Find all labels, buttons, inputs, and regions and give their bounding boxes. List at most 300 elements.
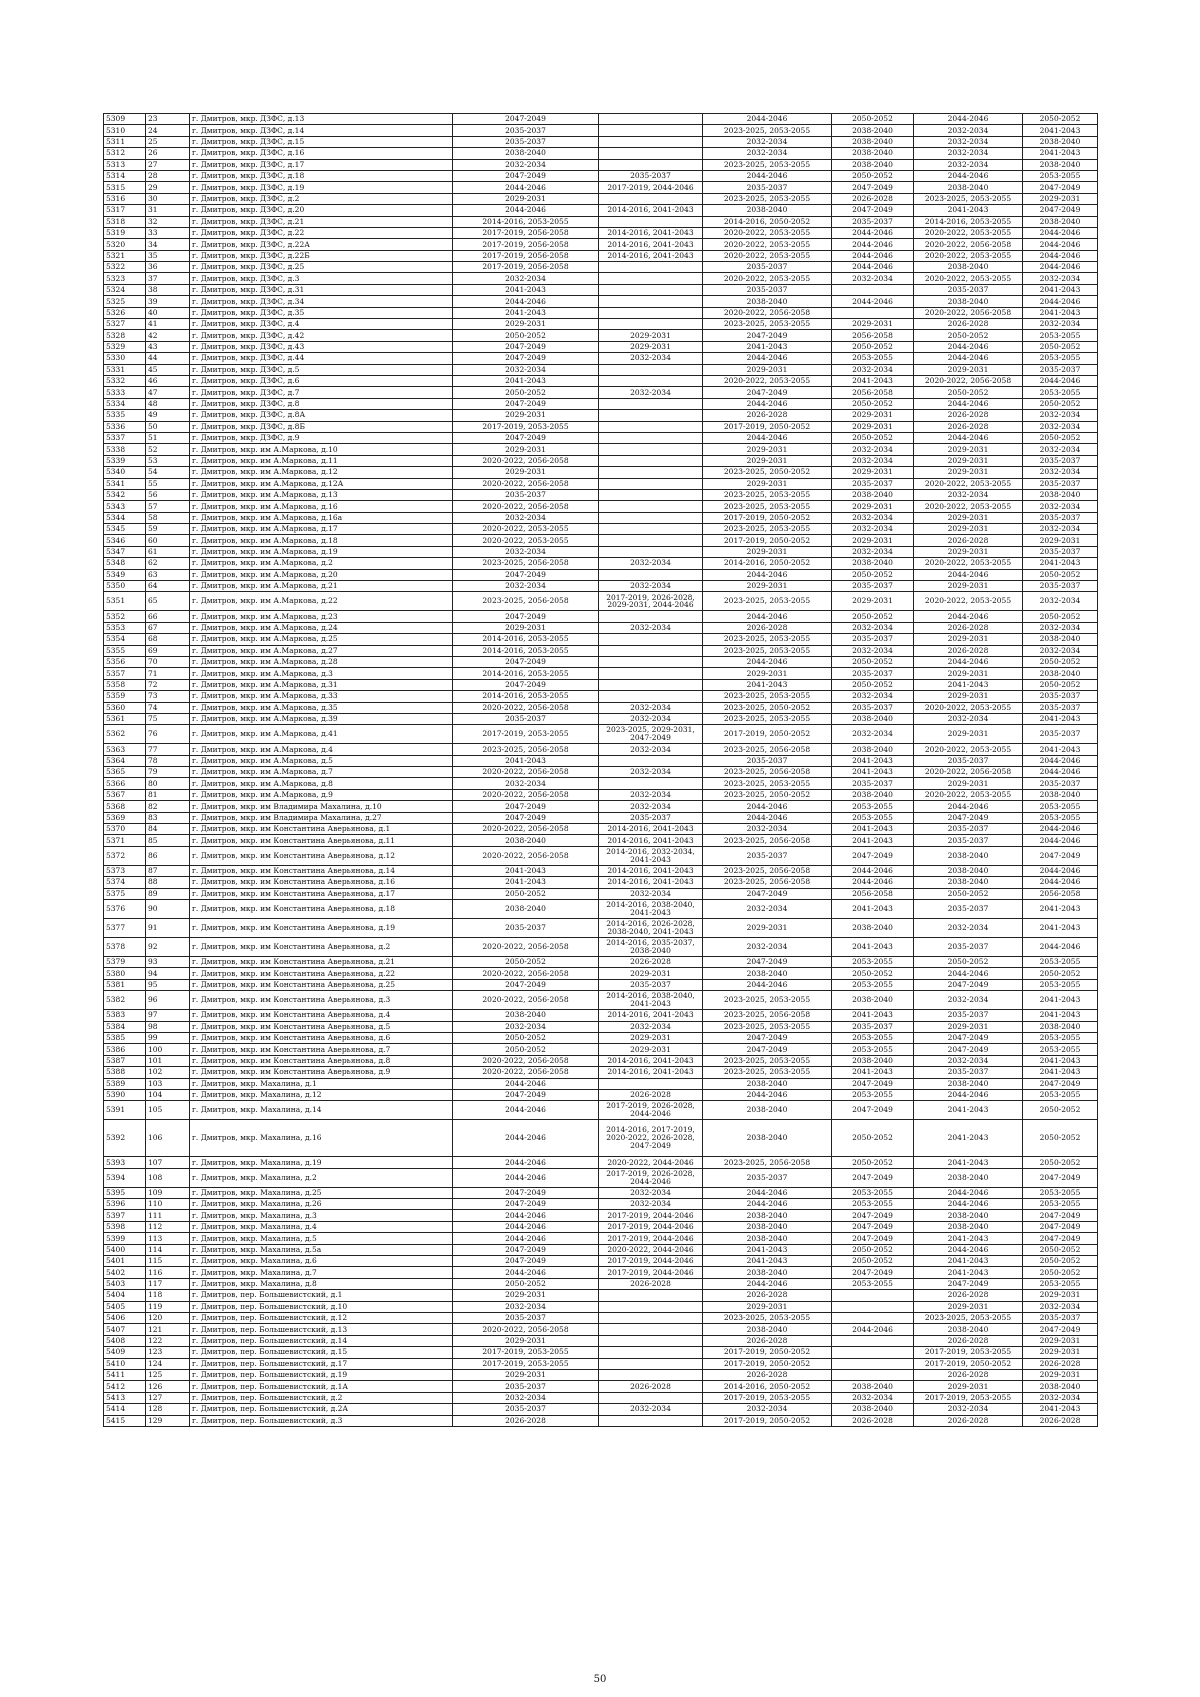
period-cell-1: 2032-2034 [453,1392,599,1403]
item-number-cell: 33 [146,227,190,238]
table-row [104,1267,1098,1278]
period-cell-1: 2017-2019, 2053-2055 [453,1347,599,1358]
item-number-cell: 91 [146,919,190,938]
period-cell-3: 2032-2034 [703,1404,832,1415]
period-cell-4: 2041-2043 [832,375,914,386]
item-number-cell: 125 [146,1369,190,1380]
table-row [104,1120,1098,1157]
period-cell-2 [599,307,703,318]
period-cell-5: 2044-2046 [914,353,1023,364]
period-cell-1: 2020-2022, 2056-2058 [453,968,599,979]
period-cell-5: 2038-2040 [914,296,1023,307]
period-cell-2: 2032-2034 [599,1021,703,1032]
period-cell-1: 2035-2037 [453,1381,599,1392]
period-cell-4: 2053-2055 [832,979,914,990]
period-cell-1: 2050-2052 [453,387,599,398]
address-cell: г. Дмитров, мкр. им А.Маркова, д.20 [190,569,453,580]
period-cell-5: 2020-2022, 2053-2055 [914,702,1023,713]
row-number-cell: 5395 [104,1187,146,1198]
period-cell-4 [832,1347,914,1358]
table-row [104,353,1098,364]
item-number-cell: 124 [146,1358,190,1369]
item-number-cell: 58 [146,512,190,523]
period-cell-3: 2035-2037 [703,284,832,295]
row-number-cell: 5330 [104,353,146,364]
period-cell-2: 2029-2031 [599,1044,703,1055]
address-cell: г. Дмитров, пер. Большевистский, д.15 [190,1347,453,1358]
period-cell-3: 2044-2046 [703,569,832,580]
row-number-cell: 5353 [104,622,146,633]
item-number-cell: 26 [146,148,190,159]
period-cell-5: 2044-2046 [914,1199,1023,1210]
table-row [104,284,1098,295]
table-row [104,364,1098,375]
row-number-cell: 5329 [104,341,146,352]
item-number-cell: 86 [146,846,190,865]
period-cell-2 [599,478,703,489]
period-cell-4: 2047-2049 [832,1168,914,1187]
table-row [104,1358,1098,1369]
item-number-cell: 28 [146,170,190,181]
row-number-cell: 5379 [104,957,146,968]
row-number-cell: 5371 [104,835,146,846]
table-row [104,148,1098,159]
period-cell-1: 2032-2034 [453,512,599,523]
period-cell-6: 2053-2055 [1023,330,1098,341]
period-cell-4: 2050-2052 [832,1256,914,1267]
period-cell-3: 2029-2031 [703,455,832,466]
address-cell: г. Дмитров, мкр. Махалина, д.5а [190,1244,453,1255]
period-cell-2 [599,432,703,443]
period-cell-1: 2014-2016, 2053-2055 [453,216,599,227]
period-cell-3: 2032-2034 [703,938,832,957]
period-cell-5: 2029-2031 [914,1301,1023,1312]
period-cell-5: 2032-2034 [914,713,1023,724]
period-cell-2: 2014-2016, 2017-2019, 2020-2022, 2026-2028, 2047-2049 [599,1120,703,1157]
period-cell-3: 2035-2037 [703,755,832,766]
item-number-cell: 36 [146,262,190,273]
period-cell-5: 2035-2037 [914,900,1023,919]
row-number-cell: 5321 [104,250,146,261]
period-cell-4: 2050-2052 [832,398,914,409]
table-row [104,888,1098,899]
period-cell-3: 2023-2025, 2056-2058 [703,744,832,755]
period-cell-3: 2038-2040 [703,1324,832,1335]
period-cell-4: 2026-2028 [832,1415,914,1426]
period-cell-2 [599,512,703,523]
period-cell-1: 2044-2046 [453,1101,599,1120]
period-cell-6: 2047-2049 [1023,1168,1098,1187]
period-cell-6: 2038-2040 [1023,634,1098,645]
period-cell-4: 2047-2049 [832,1233,914,1244]
period-cell-1: 2017-2019, 2056-2058 [453,250,599,261]
table-row [104,421,1098,432]
period-cell-6: 2029-2031 [1023,1347,1098,1358]
item-number-cell: 23 [146,114,190,125]
period-cell-4: 2038-2040 [832,744,914,755]
item-number-cell: 30 [146,193,190,204]
item-number-cell: 60 [146,535,190,546]
address-cell: г. Дмитров, мкр. ДЗФС, д.31 [190,284,453,295]
address-cell: г. Дмитров, мкр. им А.Маркова, д.13 [190,489,453,500]
period-cell-3: 2020-2022, 2053-2055 [703,227,832,238]
period-cell-5: 2041-2043 [914,1120,1023,1157]
period-cell-5: 2020-2022, 2053-2055 [914,744,1023,755]
item-number-cell: 48 [146,398,190,409]
address-cell: г. Дмитров, мкр. ДЗФС, д.9 [190,432,453,443]
period-cell-1: 2020-2022, 2056-2058 [453,1324,599,1335]
period-cell-1: 2047-2049 [453,801,599,812]
period-cell-5: 2035-2037 [914,824,1023,835]
period-cell-3: 2026-2028 [703,622,832,633]
address-cell: г. Дмитров, мкр. ДЗФС, д.17 [190,159,453,170]
table-row [104,846,1098,865]
period-cell-2 [599,398,703,409]
address-cell: г. Дмитров, мкр. ДЗФС, д.15 [190,136,453,147]
period-cell-1: 2023-2025, 2056-2058 [453,558,599,569]
period-cell-6: 2035-2037 [1023,778,1098,789]
period-cell-4: 2053-2055 [832,957,914,968]
period-cell-4: 2032-2034 [832,546,914,557]
period-cell-5: 2047-2049 [914,812,1023,823]
period-cell-4: 2047-2049 [832,182,914,193]
period-cell-1: 2047-2049 [453,812,599,823]
period-cell-1: 2014-2016, 2053-2055 [453,645,599,656]
table-row [104,1168,1098,1187]
row-number-cell: 5378 [104,938,146,957]
row-number-cell: 5317 [104,205,146,216]
row-number-cell: 5335 [104,410,146,421]
period-cell-6: 2035-2037 [1023,364,1098,375]
period-cell-4: 2032-2034 [832,364,914,375]
period-cell-2: 2014-2016, 2041-2043 [599,865,703,876]
period-cell-2 [599,569,703,580]
period-cell-1: 2050-2052 [453,1278,599,1289]
period-cell-6: 2044-2046 [1023,250,1098,261]
period-cell-5: 2017-2019, 2050-2052 [914,1358,1023,1369]
table-row [104,307,1098,318]
period-cell-4: 2035-2037 [832,668,914,679]
period-cell-4: 2032-2034 [832,622,914,633]
period-cell-3: 2044-2046 [703,170,832,181]
row-number-cell: 5358 [104,679,146,690]
address-cell: г. Дмитров, мкр. Махалина, д.1 [190,1078,453,1089]
row-number-cell: 5314 [104,170,146,181]
period-cell-6: 2047-2049 [1023,205,1098,216]
period-cell-2 [599,1347,703,1358]
period-cell-6: 2038-2040 [1023,216,1098,227]
period-cell-5: 2041-2043 [914,1233,1023,1244]
period-cell-5: 2035-2037 [914,1067,1023,1078]
period-cell-5: 2026-2028 [914,1290,1023,1301]
table-row [104,611,1098,622]
table-row [104,1256,1098,1267]
period-cell-3: 2020-2022, 2053-2055 [703,375,832,386]
period-cell-2: 2029-2031 [599,968,703,979]
period-cell-6: 2041-2043 [1023,713,1098,724]
address-cell: г. Дмитров, мкр. им А.Маркова, д.24 [190,622,453,633]
period-cell-6: 2050-2052 [1023,656,1098,667]
item-number-cell: 85 [146,835,190,846]
row-number-cell: 5332 [104,375,146,386]
page-number: 50 [593,1674,607,1685]
period-cell-1: 2020-2022, 2056-2058 [453,846,599,865]
period-cell-2: 2023-2025, 2029-2031, 2047-2049 [599,725,703,744]
period-cell-1: 2047-2049 [453,341,599,352]
period-cell-6: 2038-2040 [1023,668,1098,679]
period-cell-6: 2044-2046 [1023,239,1098,250]
period-cell-3: 2017-2019, 2050-2052 [703,535,832,546]
row-number-cell: 5310 [104,125,146,136]
period-cell-4: 2029-2031 [832,421,914,432]
address-cell: г. Дмитров, мкр. ДЗФС, д.8А [190,410,453,421]
table-row [104,877,1098,888]
period-cell-3: 2014-2016, 2050-2052 [703,558,832,569]
period-cell-3: 2044-2046 [703,656,832,667]
row-number-cell: 5403 [104,1278,146,1289]
address-cell: г. Дмитров, мкр. Махалина, д.7 [190,1267,453,1278]
address-cell: г. Дмитров, мкр. им А.Маркова, д.21 [190,581,453,592]
row-number-cell: 5318 [104,216,146,227]
row-number-cell: 5393 [104,1157,146,1168]
address-cell: г. Дмитров, мкр. им А.Маркова, д.2 [190,558,453,569]
period-cell-6: 2032-2034 [1023,421,1098,432]
period-cell-3: 2017-2019, 2050-2052 [703,512,832,523]
row-number-cell: 5343 [104,501,146,512]
period-cell-2: 2032-2034 [599,1404,703,1415]
period-cell-2: 2032-2034 [599,744,703,755]
period-cell-3: 2032-2034 [703,900,832,919]
item-number-cell: 76 [146,725,190,744]
period-cell-3: 2044-2046 [703,1089,832,1100]
row-number-cell: 5327 [104,319,146,330]
item-number-cell: 52 [146,444,190,455]
period-cell-1: 2047-2049 [453,979,599,990]
period-cell-2 [599,524,703,535]
period-cell-3: 2044-2046 [703,398,832,409]
table-row [104,668,1098,679]
address-cell: г. Дмитров, мкр. им Константина Аверьянова, д.3 [190,991,453,1010]
period-cell-3: 2023-2025, 2053-2055 [703,634,832,645]
period-cell-1: 2044-2046 [453,1267,599,1278]
period-cell-2: 2014-2016, 2026-2028, 2038-2040, 2041-2043 [599,919,703,938]
period-cell-3: 2023-2025, 2053-2055 [703,1067,832,1078]
period-cell-6: 2053-2055 [1023,1199,1098,1210]
item-number-cell: 54 [146,467,190,478]
row-number-cell: 5338 [104,444,146,455]
period-cell-3: 2023-2025, 2056-2058 [703,767,832,778]
address-cell: г. Дмитров, мкр. им Константина Аверьянова, д.22 [190,968,453,979]
period-cell-5: 2032-2034 [914,991,1023,1010]
period-cell-4: 2038-2040 [832,713,914,724]
period-cell-5: 2029-2031 [914,1381,1023,1392]
table-row [104,713,1098,724]
period-cell-5: 2020-2022, 2053-2055 [914,478,1023,489]
period-cell-5: 2026-2028 [914,319,1023,330]
period-cell-4: 2041-2043 [832,755,914,766]
period-cell-2: 2029-2031 [599,1032,703,1043]
period-cell-5: 2017-2019, 2053-2055 [914,1392,1023,1403]
period-cell-2: 2017-2019, 2044-2046 [599,1233,703,1244]
table-row [104,725,1098,744]
table-row [104,592,1098,611]
period-cell-2: 2014-2016, 2041-2043 [599,1067,703,1078]
address-cell: г. Дмитров, мкр. им Константина Аверьянова, д.9 [190,1067,453,1078]
table-row [104,656,1098,667]
period-cell-3: 2023-2025, 2053-2055 [703,778,832,789]
address-cell: г. Дмитров, мкр. им Константина Аверьянова, д.17 [190,888,453,899]
period-cell-5: 2038-2040 [914,1078,1023,1089]
period-cell-5: 2026-2028 [914,1335,1023,1346]
row-number-cell: 5396 [104,1199,146,1210]
period-cell-1: 2044-2046 [453,1221,599,1232]
period-cell-6: 2035-2037 [1023,581,1098,592]
address-cell: г. Дмитров, мкр. Махалина, д.3 [190,1210,453,1221]
item-number-cell: 67 [146,622,190,633]
row-number-cell: 5388 [104,1067,146,1078]
row-number-cell: 5346 [104,535,146,546]
period-cell-6: 2032-2034 [1023,467,1098,478]
address-cell: г. Дмитров, пер. Большевистский, д.17 [190,1358,453,1369]
period-cell-1: 2020-2022, 2056-2058 [453,991,599,1010]
item-number-cell: 109 [146,1187,190,1198]
period-cell-1: 2044-2046 [453,1157,599,1168]
address-cell: г. Дмитров, мкр. Махалина, д.2 [190,1168,453,1187]
period-cell-4: 2035-2037 [832,702,914,713]
row-number-cell: 5402 [104,1267,146,1278]
period-cell-2: 2026-2028 [599,957,703,968]
table-row [104,330,1098,341]
address-cell: г. Дмитров, мкр. им А.Маркова, д.12 [190,467,453,478]
address-cell: г. Дмитров, мкр. ДЗФС, д.35 [190,307,453,318]
period-cell-6: 2029-2031 [1023,535,1098,546]
period-cell-6: 2041-2043 [1023,558,1098,569]
table-row [104,679,1098,690]
period-cell-4: 2038-2040 [832,991,914,1010]
period-cell-4: 2044-2046 [832,227,914,238]
period-cell-2: 2032-2034 [599,789,703,800]
period-cell-3: 2020-2022, 2053-2055 [703,239,832,250]
period-cell-3: 2020-2022, 2053-2055 [703,273,832,284]
period-cell-1: 2029-2031 [453,1335,599,1346]
period-cell-2 [599,467,703,478]
table-row [104,968,1098,979]
period-cell-1: 2044-2046 [453,1078,599,1089]
table-row [104,622,1098,633]
table-row [104,1369,1098,1380]
row-number-cell: 5339 [104,455,146,466]
row-number-cell: 5311 [104,136,146,147]
row-number-cell: 5397 [104,1210,146,1221]
period-cell-3: 2029-2031 [703,919,832,938]
period-cell-2: 2014-2016, 2041-2043 [599,1055,703,1066]
address-cell: г. Дмитров, мкр. ДЗФС, д.13 [190,114,453,125]
period-cell-1: 2020-2022, 2056-2058 [453,455,599,466]
address-cell: г. Дмитров, мкр. им А.Маркова, д.3 [190,668,453,679]
table-row [104,957,1098,968]
period-cell-3: 2041-2043 [703,341,832,352]
item-number-cell: 59 [146,524,190,535]
item-number-cell: 104 [146,1089,190,1100]
period-cell-4: 2050-2052 [832,432,914,443]
period-cell-5: 2020-2022, 2056-2058 [914,307,1023,318]
period-cell-6: 2044-2046 [1023,296,1098,307]
period-cell-1: 2047-2049 [453,1199,599,1210]
period-cell-3: 2023-2025, 2053-2055 [703,1055,832,1066]
table-row [104,319,1098,330]
address-cell: г. Дмитров, мкр. им Константина Аверьянова, д.6 [190,1032,453,1043]
address-cell: г. Дмитров, мкр. им А.Маркова, д.39 [190,713,453,724]
table-row [104,398,1098,409]
row-number-cell: 5367 [104,789,146,800]
table-row [104,1010,1098,1021]
period-cell-4: 2047-2049 [832,1221,914,1232]
period-cell-4: 2050-2052 [832,170,914,181]
period-cell-1: 2035-2037 [453,1404,599,1415]
period-cell-2: 2014-2016, 2035-2037, 2038-2040 [599,938,703,957]
period-cell-2 [599,679,703,690]
period-cell-2 [599,455,703,466]
period-cell-3: 2032-2034 [703,148,832,159]
row-number-cell: 5380 [104,968,146,979]
period-cell-6: 2053-2055 [1023,801,1098,812]
row-number-cell: 5389 [104,1078,146,1089]
period-cell-2 [599,136,703,147]
table-row [104,569,1098,580]
address-cell: г. Дмитров, мкр. Махалина, д.16 [190,1120,453,1157]
period-cell-2: 2032-2034 [599,888,703,899]
period-cell-4: 2035-2037 [832,478,914,489]
address-cell: г. Дмитров, мкр. Махалина, д.19 [190,1157,453,1168]
period-cell-2 [599,1369,703,1380]
period-cell-1: 2041-2043 [453,284,599,295]
period-cell-1: 2038-2040 [453,900,599,919]
period-cell-1: 2047-2049 [453,569,599,580]
period-cell-3: 2047-2049 [703,330,832,341]
period-cell-6: 2050-2052 [1023,611,1098,622]
table-row [104,375,1098,386]
period-cell-5: 2032-2034 [914,136,1023,147]
period-cell-2 [599,546,703,557]
item-number-cell: 27 [146,159,190,170]
item-number-cell: 39 [146,296,190,307]
row-number-cell: 5324 [104,284,146,295]
period-cell-2 [599,193,703,204]
item-number-cell: 75 [146,713,190,724]
period-cell-6: 2044-2046 [1023,835,1098,846]
period-cell-6: 2050-2052 [1023,968,1098,979]
period-cell-6: 2050-2052 [1023,1244,1098,1255]
row-number-cell: 5319 [104,227,146,238]
period-cell-3: 2020-2022, 2056-2058 [703,307,832,318]
period-cell-2: 2014-2016, 2041-2043 [599,205,703,216]
period-cell-2 [599,444,703,455]
address-cell: г. Дмитров, мкр. им А.Маркова, д.22 [190,592,453,611]
period-cell-3: 2041-2043 [703,679,832,690]
row-number-cell: 5383 [104,1010,146,1021]
item-number-cell: 57 [146,501,190,512]
period-cell-3: 2047-2049 [703,888,832,899]
period-cell-5: 2026-2028 [914,410,1023,421]
address-cell: г. Дмитров, мкр. ДЗФС, д.20 [190,205,453,216]
table-row [104,501,1098,512]
period-cell-2: 2017-2019, 2044-2046 [599,1267,703,1278]
period-cell-2: 2017-2019, 2026-2028, 2044-2046 [599,1168,703,1187]
period-cell-6: 2044-2046 [1023,865,1098,876]
period-cell-1: 2023-2025, 2056-2058 [453,592,599,611]
period-cell-5: 2029-2031 [914,546,1023,557]
item-number-cell: 79 [146,767,190,778]
